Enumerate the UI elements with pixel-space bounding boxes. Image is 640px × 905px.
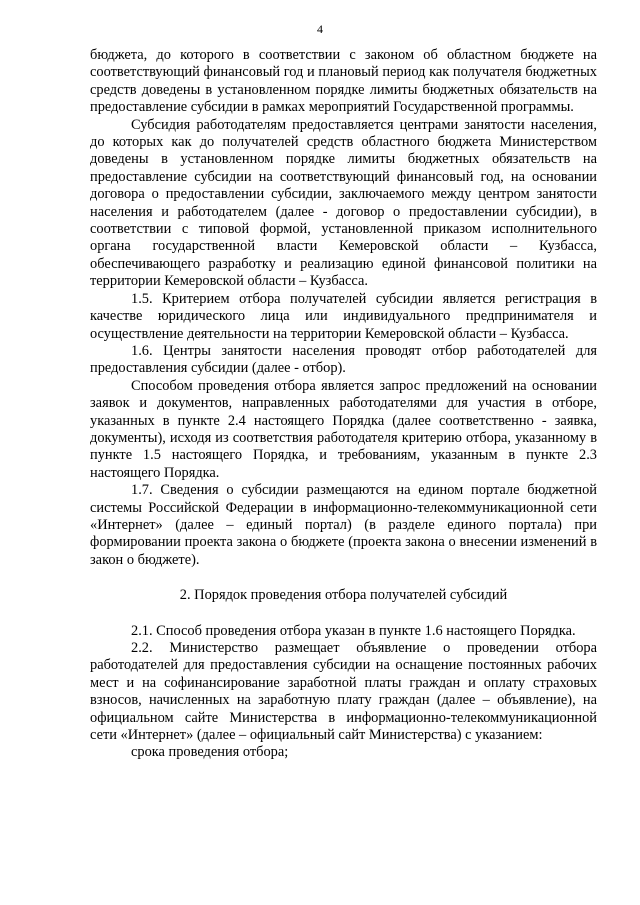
document-body (90, 47, 597, 762)
paragraph: 2.1. Способ проведения отбора указан в пункте 1.6 настоящего Порядка. (131, 622, 576, 639)
page-number: 4 (317, 22, 323, 36)
paragraph: 1.5. Критерием отбора получателей субсидии является регистрация в качестве юридического лица или индивидуального предпринимателя и осуществление деятельности на территории Кемеровской области – Кузбасса. (90, 290, 597, 342)
paragraphs-before (90, 47, 597, 569)
paragraph: 1.6. Центры занятости населения проводят отбор работодателей для предоставления субсидии (далее - отбор). (90, 342, 597, 377)
paragraph: срока проведения отбора; (131, 744, 289, 761)
paragraph: Способом проведения отбора является запрос предложений на основании заявок и документов, направленных работодателями для участия в отборе, указанных в пункте 2.4 настоящего Порядка (далее соответственно - заявка, документы), исходя из соответствия работодателя критерию отбора, указанному в пункте 1.5 настоящего Порядка, и требованиям, указанным в пункте 2.3 настоящего Порядка. (90, 377, 597, 481)
paragraph: бюджета, до которого в соответствии с законом об областном бюджете на соответствующий финансовый год и плановый период как получателя бюджетных средств доведены в установленном порядке лимиты бюджетных обязательств на предоставление субсидии в рамках мероприятий Государственной программы. (90, 47, 597, 116)
section-heading: 2. Порядок проведения отбора получателей субсидий (179, 587, 508, 604)
paragraph: Субсидия работодателям предоставляется центрами занятости населения, до которых как до получателей средств областного бюджета Министерством доведены в установленном порядке лимиты бюджетных обязательств на предоставление субсидии на соответствующий финансовый год, на основании договора о предоставлении субсидии, заключаемого между центром занятости населения и работодателем (далее - договор о предоставлении субсидии), в соответствии с типовой формой, установленной приказом исполнительного органа государственной власти Кемеровской области – Кузбасса, обеспечивающего разработку и реализацию единой финансовой политики на территории Кемеровской области – Кузбасса. (90, 116, 597, 290)
paragraphs-after (90, 623, 597, 762)
paragraph: 1.7. Сведения о субсидии размещаются на едином портале бюджетной системы Российской Федерации в информационно-телекоммуникационной сети «Интернет» (далее – единый портал) (в разделе единого портала) при формировании проекта закона о бюджете (проекта закона о внесении изменений в закон о бюджете). (90, 482, 597, 568)
paragraph: 2.2. Министерство размещает объявление о проведении отбора работодателей для предоставления субсидии на оснащение постоянных рабочих мест и на софинансирование заработной платы граждан и оплату страховых взносов, начисленных на заработную плату граждан (далее – объявление), на официальном сайте Министерства в информационно-телекоммуникационной сети «Интернет» (далее – официальный сайт Министерства) с указанием: (90, 640, 597, 744)
